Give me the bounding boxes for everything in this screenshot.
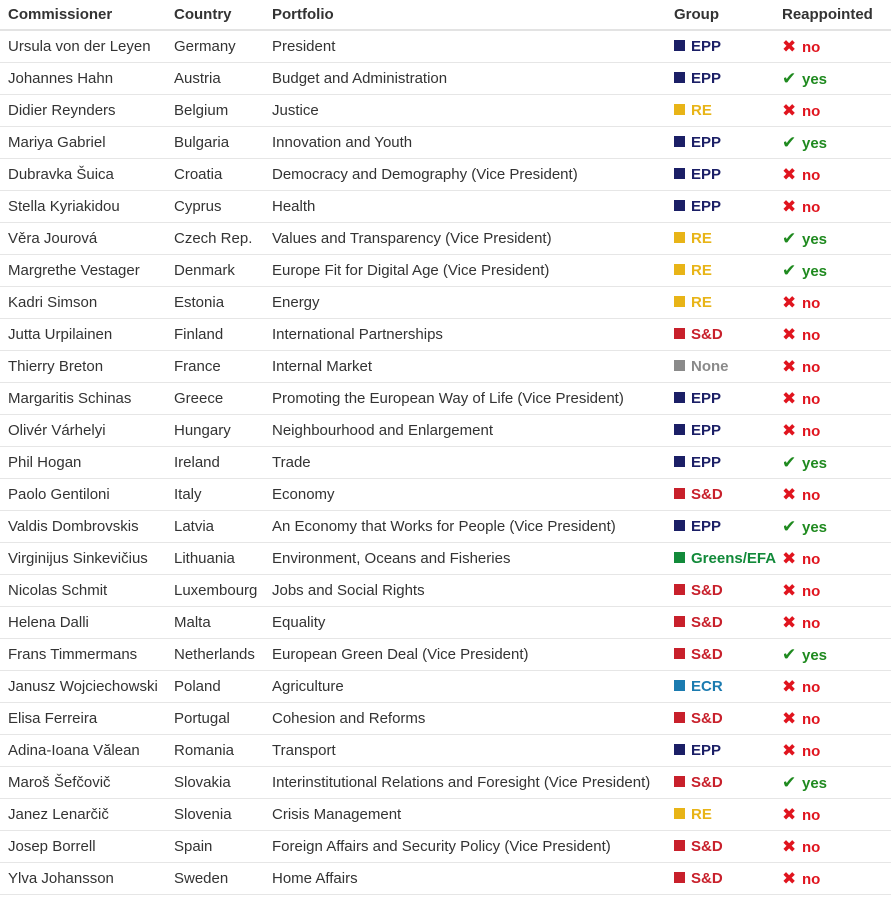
check-mark-icon: ✔ xyxy=(782,228,797,248)
portfolio-cell: Internal Market xyxy=(264,351,664,383)
group-label: EPP xyxy=(691,742,722,759)
commissioner-name-cell: Stella Kyriakidou xyxy=(0,191,166,223)
commissioner-name-cell: Ursula von der Leyen xyxy=(0,30,166,63)
table-row xyxy=(0,511,891,543)
commissioner-name-cell: Janusz Wojciechowski xyxy=(0,671,166,703)
country-cell: Sweden xyxy=(166,863,264,895)
country-cell: Netherlands xyxy=(166,639,264,671)
reappointed-label: no xyxy=(802,102,821,120)
portfolio-cell: Values and Transparency (Vice President) xyxy=(264,223,664,255)
group-label: RE xyxy=(691,102,712,119)
column-header-commissioner[interactable]: Commissioner xyxy=(0,0,166,30)
reappointed-label: no xyxy=(802,838,821,856)
commissioner-name-cell: Elisa Ferreira xyxy=(0,703,166,735)
reappointed-cell xyxy=(782,159,891,191)
group-color-square-icon xyxy=(674,328,685,339)
group-color-square-icon xyxy=(674,168,685,179)
group-cell xyxy=(664,543,782,575)
reappointed-cell xyxy=(782,543,891,575)
table-row xyxy=(0,831,891,863)
cross-mark-icon: ✖ xyxy=(782,580,797,600)
group-label: RE xyxy=(691,294,712,311)
group-color-square-icon xyxy=(674,680,685,691)
commissioner-name-cell: Nicolas Schmit xyxy=(0,575,166,607)
country-cell: Czech Rep. xyxy=(166,223,264,255)
reappointed-label: yes xyxy=(802,646,828,664)
group-color-square-icon xyxy=(674,296,685,307)
group-color-square-icon xyxy=(674,616,685,627)
reappointed-cell xyxy=(782,799,891,831)
portfolio-cell: Agriculture xyxy=(264,671,664,703)
group-color-square-icon xyxy=(674,488,685,499)
portfolio-cell: Cohesion and Reforms xyxy=(264,703,664,735)
table-body xyxy=(0,30,891,895)
country-cell: Finland xyxy=(166,319,264,351)
group-cell xyxy=(664,159,782,191)
group-label: ECR xyxy=(691,678,723,695)
table-row xyxy=(0,447,891,479)
reappointed-cell xyxy=(782,735,891,767)
reappointed-label: no xyxy=(802,166,821,184)
column-header-portfolio[interactable]: Portfolio xyxy=(264,0,664,30)
group-color-square-icon xyxy=(674,136,685,147)
country-cell: Latvia xyxy=(166,511,264,543)
table-row xyxy=(0,191,891,223)
reappointed-label: yes xyxy=(802,518,828,536)
table-row xyxy=(0,351,891,383)
portfolio-cell: Europe Fit for Digital Age (Vice President) xyxy=(264,255,664,287)
reappointed-label: no xyxy=(802,806,821,824)
group-cell xyxy=(664,703,782,735)
reappointed-cell xyxy=(782,607,891,639)
table-row xyxy=(0,479,891,511)
group-cell xyxy=(664,223,782,255)
country-cell: Germany xyxy=(166,30,264,63)
group-label: Greens/EFA xyxy=(691,550,777,567)
group-color-square-icon xyxy=(674,584,685,595)
commissioner-name-cell: Valdis Dombrovskis xyxy=(0,511,166,543)
reappointed-cell xyxy=(782,319,891,351)
group-label: S&D xyxy=(691,870,723,887)
group-label: EPP xyxy=(691,390,722,407)
group-cell xyxy=(664,191,782,223)
portfolio-cell: Budget and Administration xyxy=(264,63,664,95)
commissioner-name-cell: Virginijus Sinkevičius xyxy=(0,543,166,575)
country-cell: Belgium xyxy=(166,95,264,127)
group-cell xyxy=(664,255,782,287)
group-label: S&D xyxy=(691,774,723,791)
group-color-square-icon xyxy=(674,872,685,883)
country-cell: Hungary xyxy=(166,415,264,447)
commissioner-name-cell: Helena Dalli xyxy=(0,607,166,639)
commissioner-name-cell: Janez Lenarčič xyxy=(0,799,166,831)
group-color-square-icon xyxy=(674,72,685,83)
group-color-square-icon xyxy=(674,232,685,243)
table-row xyxy=(0,223,891,255)
reappointed-label: no xyxy=(802,550,821,568)
country-cell: Slovakia xyxy=(166,767,264,799)
reappointed-cell xyxy=(782,95,891,127)
portfolio-cell: Justice xyxy=(264,95,664,127)
table-row xyxy=(0,863,891,895)
country-cell: Greece xyxy=(166,383,264,415)
reappointed-label: no xyxy=(802,678,821,696)
group-cell xyxy=(664,415,782,447)
group-cell xyxy=(664,319,782,351)
commissioner-name-cell: Thierry Breton xyxy=(0,351,166,383)
portfolio-cell: Interinstitutional Relations and Foresight (Vice President) xyxy=(264,767,664,799)
reappointed-cell xyxy=(782,127,891,159)
reappointed-label: no xyxy=(802,582,821,600)
group-label: S&D xyxy=(691,710,723,727)
table-row xyxy=(0,735,891,767)
group-label: EPP xyxy=(691,518,722,535)
check-mark-icon: ✔ xyxy=(782,516,797,536)
table-row xyxy=(0,159,891,191)
reappointed-cell xyxy=(782,479,891,511)
table-row xyxy=(0,30,891,63)
commissioner-name-cell: Johannes Hahn xyxy=(0,63,166,95)
group-label: S&D xyxy=(691,838,723,855)
table-row xyxy=(0,543,891,575)
commissioner-name-cell: Adina-Ioana Vălean xyxy=(0,735,166,767)
group-color-square-icon xyxy=(674,808,685,819)
reappointed-label: no xyxy=(802,38,821,56)
reappointed-label: yes xyxy=(802,70,828,88)
commissioner-name-cell: Ylva Johansson xyxy=(0,863,166,895)
reappointed-cell xyxy=(782,575,891,607)
country-cell: Malta xyxy=(166,607,264,639)
check-mark-icon: ✔ xyxy=(782,772,797,792)
reappointed-label: no xyxy=(802,870,821,888)
group-cell xyxy=(664,479,782,511)
country-cell: Croatia xyxy=(166,159,264,191)
group-cell xyxy=(664,63,782,95)
cross-mark-icon: ✖ xyxy=(782,164,797,184)
cross-mark-icon: ✖ xyxy=(782,740,797,760)
reappointed-label: no xyxy=(802,198,821,216)
group-color-square-icon xyxy=(674,104,685,115)
portfolio-cell: Transport xyxy=(264,735,664,767)
country-cell: Bulgaria xyxy=(166,127,264,159)
check-mark-icon: ✔ xyxy=(782,644,797,664)
group-cell xyxy=(664,287,782,319)
country-cell: Poland xyxy=(166,671,264,703)
table-row xyxy=(0,287,891,319)
reappointed-cell xyxy=(782,191,891,223)
group-color-square-icon xyxy=(674,360,685,371)
portfolio-cell: Innovation and Youth xyxy=(264,127,664,159)
portfolio-cell: Jobs and Social Rights xyxy=(264,575,664,607)
cross-mark-icon: ✖ xyxy=(782,324,797,344)
group-cell xyxy=(664,511,782,543)
cross-mark-icon: ✖ xyxy=(782,676,797,696)
group-label: S&D xyxy=(691,486,723,503)
group-label: EPP xyxy=(691,454,722,471)
table-row xyxy=(0,799,891,831)
group-label: EPP xyxy=(691,422,722,439)
reappointed-label: yes xyxy=(802,262,828,280)
portfolio-cell: European Green Deal (Vice President) xyxy=(264,639,664,671)
reappointed-cell xyxy=(782,831,891,863)
country-cell: Romania xyxy=(166,735,264,767)
group-cell xyxy=(664,95,782,127)
cross-mark-icon: ✖ xyxy=(782,868,797,888)
group-cell xyxy=(664,351,782,383)
country-cell: Lithuania xyxy=(166,543,264,575)
reappointed-label: yes xyxy=(802,230,828,248)
reappointed-label: no xyxy=(802,326,821,344)
cross-mark-icon: ✖ xyxy=(782,836,797,856)
table-row xyxy=(0,415,891,447)
check-mark-icon: ✔ xyxy=(782,452,797,472)
group-color-square-icon xyxy=(674,264,685,275)
cross-mark-icon: ✖ xyxy=(782,388,797,408)
portfolio-cell: An Economy that Works for People (Vice President) xyxy=(264,511,664,543)
reappointed-label: no xyxy=(802,422,821,440)
group-label: S&D xyxy=(691,646,723,663)
group-color-square-icon xyxy=(674,840,685,851)
portfolio-cell: Neighbourhood and Enlargement xyxy=(264,415,664,447)
group-color-square-icon xyxy=(674,392,685,403)
group-cell xyxy=(664,767,782,799)
check-mark-icon: ✔ xyxy=(782,260,797,280)
table-row xyxy=(0,639,891,671)
group-label: EPP xyxy=(691,198,722,215)
group-label: EPP xyxy=(691,38,722,55)
reappointed-label: yes xyxy=(802,774,828,792)
cross-mark-icon: ✖ xyxy=(782,100,797,120)
group-cell xyxy=(664,831,782,863)
cross-mark-icon: ✖ xyxy=(782,36,797,56)
commissioner-name-cell: Josep Borrell xyxy=(0,831,166,863)
cross-mark-icon: ✖ xyxy=(782,292,797,312)
reappointed-cell xyxy=(782,351,891,383)
country-cell: Denmark xyxy=(166,255,264,287)
table-row xyxy=(0,383,891,415)
table-row xyxy=(0,127,891,159)
group-label: EPP xyxy=(691,70,722,87)
group-cell xyxy=(664,863,782,895)
commissioner-name-cell: Kadri Simson xyxy=(0,287,166,319)
header-row xyxy=(0,0,891,30)
portfolio-cell: Home Affairs xyxy=(264,863,664,895)
reappointed-cell xyxy=(782,671,891,703)
reappointed-cell xyxy=(782,511,891,543)
table-row xyxy=(0,607,891,639)
country-cell: Ireland xyxy=(166,447,264,479)
table-row xyxy=(0,95,891,127)
portfolio-cell: Health xyxy=(264,191,664,223)
group-label: S&D xyxy=(691,326,723,343)
cross-mark-icon: ✖ xyxy=(782,484,797,504)
group-cell xyxy=(664,575,782,607)
country-cell: Cyprus xyxy=(166,191,264,223)
group-label: RE xyxy=(691,230,712,247)
reappointed-label: no xyxy=(802,294,821,312)
commissioner-name-cell: Maroš Šefčovič xyxy=(0,767,166,799)
commissioner-name-cell: Věra Jourová xyxy=(0,223,166,255)
portfolio-cell: Environment, Oceans and Fisheries xyxy=(264,543,664,575)
country-cell: France xyxy=(166,351,264,383)
group-cell xyxy=(664,799,782,831)
group-label: S&D xyxy=(691,582,723,599)
cross-mark-icon: ✖ xyxy=(782,356,797,376)
group-cell xyxy=(664,735,782,767)
group-color-square-icon xyxy=(674,744,685,755)
group-cell xyxy=(664,30,782,63)
portfolio-cell: Foreign Affairs and Security Policy (Vice President) xyxy=(264,831,664,863)
reappointed-cell xyxy=(782,30,891,63)
group-cell xyxy=(664,607,782,639)
reappointed-cell xyxy=(782,383,891,415)
group-label: RE xyxy=(691,262,712,279)
reappointed-label: no xyxy=(802,486,821,504)
cross-mark-icon: ✖ xyxy=(782,708,797,728)
country-cell: Slovenia xyxy=(166,799,264,831)
column-header-reappointed[interactable]: Reappointed xyxy=(782,0,891,30)
reappointed-label: no xyxy=(802,358,821,376)
group-cell xyxy=(664,127,782,159)
group-cell xyxy=(664,639,782,671)
table-header xyxy=(0,0,891,30)
group-color-square-icon xyxy=(674,648,685,659)
cross-mark-icon: ✖ xyxy=(782,804,797,824)
reappointed-cell xyxy=(782,767,891,799)
country-cell: Italy xyxy=(166,479,264,511)
commissioner-name-cell: Frans Timmermans xyxy=(0,639,166,671)
reappointed-cell xyxy=(782,863,891,895)
commissioner-name-cell: Jutta Urpilainen xyxy=(0,319,166,351)
group-label: EPP xyxy=(691,134,722,151)
portfolio-cell: Crisis Management xyxy=(264,799,664,831)
portfolio-cell: Democracy and Demography (Vice President) xyxy=(264,159,664,191)
reappointed-label: no xyxy=(802,710,821,728)
commissioner-name-cell: Margaritis Schinas xyxy=(0,383,166,415)
country-cell: Portugal xyxy=(166,703,264,735)
portfolio-cell: President xyxy=(264,30,664,63)
group-cell xyxy=(664,447,782,479)
portfolio-cell: Economy xyxy=(264,479,664,511)
cross-mark-icon: ✖ xyxy=(782,420,797,440)
portfolio-cell: Equality xyxy=(264,607,664,639)
commissioner-name-cell: Mariya Gabriel xyxy=(0,127,166,159)
cross-mark-icon: ✖ xyxy=(782,196,797,216)
table-row xyxy=(0,703,891,735)
portfolio-cell: Trade xyxy=(264,447,664,479)
group-color-square-icon xyxy=(674,200,685,211)
column-header-country[interactable]: Country xyxy=(166,0,264,30)
reappointed-label: yes xyxy=(802,454,828,472)
country-cell: Spain xyxy=(166,831,264,863)
country-cell: Luxembourg xyxy=(166,575,264,607)
group-color-square-icon xyxy=(674,424,685,435)
group-color-square-icon xyxy=(674,712,685,723)
group-color-square-icon xyxy=(674,40,685,51)
portfolio-cell: Energy xyxy=(264,287,664,319)
commissioner-name-cell: Didier Reynders xyxy=(0,95,166,127)
table-row xyxy=(0,767,891,799)
commissioner-name-cell: Phil Hogan xyxy=(0,447,166,479)
country-cell: Austria xyxy=(166,63,264,95)
group-label: None xyxy=(691,358,729,375)
group-label: S&D xyxy=(691,614,723,631)
reappointed-label: no xyxy=(802,390,821,408)
cross-mark-icon: ✖ xyxy=(782,612,797,632)
table-row xyxy=(0,319,891,351)
reappointed-cell xyxy=(782,255,891,287)
cross-mark-icon: ✖ xyxy=(782,548,797,568)
check-mark-icon: ✔ xyxy=(782,68,797,88)
commissioner-name-cell: Margrethe Vestager xyxy=(0,255,166,287)
reappointed-cell xyxy=(782,415,891,447)
commissioner-name-cell: Olivér Várhelyi xyxy=(0,415,166,447)
check-mark-icon: ✔ xyxy=(782,132,797,152)
group-color-square-icon xyxy=(674,520,685,531)
portfolio-cell: Promoting the European Way of Life (Vice President) xyxy=(264,383,664,415)
reappointed-cell xyxy=(782,223,891,255)
table-row xyxy=(0,671,891,703)
group-label: RE xyxy=(691,806,712,823)
commissioner-name-cell: Paolo Gentiloni xyxy=(0,479,166,511)
reappointed-cell xyxy=(782,447,891,479)
reappointed-label: yes xyxy=(802,134,828,152)
table-row xyxy=(0,575,891,607)
portfolio-cell: International Partnerships xyxy=(264,319,664,351)
country-cell: Estonia xyxy=(166,287,264,319)
reappointed-cell xyxy=(782,639,891,671)
commissioner-name-cell: Dubravka Šuica xyxy=(0,159,166,191)
group-color-square-icon xyxy=(674,552,685,563)
group-cell xyxy=(664,383,782,415)
group-color-square-icon xyxy=(674,776,685,787)
group-color-square-icon xyxy=(674,456,685,467)
reappointed-label: no xyxy=(802,742,821,760)
reappointed-cell xyxy=(782,287,891,319)
group-cell xyxy=(664,671,782,703)
table-row xyxy=(0,63,891,95)
reappointed-cell xyxy=(782,63,891,95)
reappointed-cell xyxy=(782,703,891,735)
column-header-group[interactable]: Group xyxy=(664,0,782,30)
table-row xyxy=(0,255,891,287)
reappointed-label: no xyxy=(802,614,821,632)
group-label: EPP xyxy=(691,166,722,183)
